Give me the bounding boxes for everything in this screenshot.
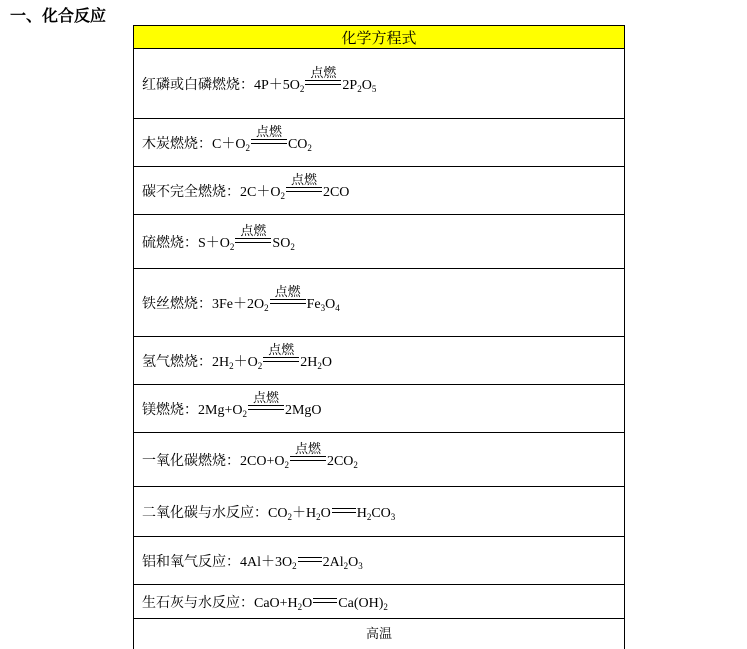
section-heading: 一、化合反应 — [10, 6, 107, 25]
equation-cell-partial — [134, 619, 625, 649]
reaction-label: 碳不完全燃烧： — [142, 183, 240, 200]
table-row — [134, 385, 625, 433]
equation: $4Al+3O_2$ $2Al_2O_3$ — [240, 554, 363, 571]
reaction-label: 生石灰与水反应： — [142, 594, 254, 611]
equation-cell — [134, 49, 625, 119]
equation: $2C+O_2$ 点燃 2CO — [240, 172, 350, 201]
reaction-label: 镁燃烧： — [142, 401, 198, 418]
reaction-label: 木炭燃烧： — [142, 135, 212, 152]
equation-cell — [134, 433, 625, 487]
table-row — [134, 119, 625, 167]
table-header: 化学方程式 — [134, 26, 625, 49]
table-row — [134, 337, 625, 385]
condition-arrow: 点燃 — [263, 361, 299, 366]
condition-arrow: 点燃 — [270, 303, 306, 308]
reaction-label: 一氧化碳燃烧： — [142, 452, 240, 469]
equation: $S+O_2$ 点燃 $SO_2$ — [198, 223, 295, 252]
table-row — [134, 537, 625, 585]
equation-cell — [134, 537, 625, 585]
reaction-label: 氢气燃烧： — [142, 353, 212, 370]
condition-arrow: 点燃 — [305, 84, 341, 89]
condition-arrow: 点燃 — [290, 460, 326, 465]
equation: $3Fe+2O_2$ 点燃 $Fe_3O_4$ — [212, 284, 340, 313]
table-row — [134, 619, 625, 649]
reaction-label: 红磷或白磷燃烧： — [142, 76, 254, 93]
equals-sign — [298, 561, 322, 566]
table-row — [134, 269, 625, 337]
equation: $C+O_2$ 点燃 $CO_2$ — [212, 124, 312, 153]
table-header-row — [134, 26, 625, 49]
reaction-label: 二氧化碳与水反应： — [142, 504, 268, 521]
equation-cell — [134, 269, 625, 337]
condition-arrow: 点燃 — [286, 191, 322, 196]
equation-cell — [134, 487, 625, 537]
equation: $2CO+O_2$ 点燃 $2CO_2$ — [240, 441, 358, 470]
equation: $CO_2+H_2O$ $H_2CO_3$ — [268, 505, 396, 522]
reaction-label: 铁丝燃烧： — [142, 295, 212, 312]
equals-sign — [313, 602, 337, 607]
table-row — [134, 585, 625, 619]
reaction-label: 硫燃烧： — [142, 234, 198, 251]
table-row — [134, 49, 625, 119]
equation-cell — [134, 119, 625, 167]
equation: $CaO+H_2O$ $Ca(OH)_2$ — [254, 595, 388, 612]
equation-cell — [134, 167, 625, 215]
equation-cell — [134, 215, 625, 269]
condition-label: 高温 — [365, 627, 392, 642]
equation-table — [133, 25, 625, 649]
reaction-label: 铝和氧气反应： — [142, 553, 240, 570]
equation: $2Mg+O_2$ 点燃 2MgO — [198, 390, 322, 419]
equation-cell — [134, 585, 625, 619]
equation: $4P+5O_2$ 点燃 $2P_2O_5$ — [254, 65, 377, 94]
condition-arrow: 点燃 — [235, 242, 271, 247]
equals-sign — [332, 512, 356, 517]
table-row — [134, 215, 625, 269]
table-row — [134, 167, 625, 215]
condition-arrow: 点燃 — [251, 143, 287, 148]
equation-cell — [134, 337, 625, 385]
equation-cell — [134, 385, 625, 433]
condition-arrow: 点燃 — [248, 409, 284, 414]
table-row — [134, 487, 625, 537]
table-row — [134, 433, 625, 487]
equation: $2H_2+O_2$ 点燃 $2H_2O$ — [212, 342, 332, 371]
